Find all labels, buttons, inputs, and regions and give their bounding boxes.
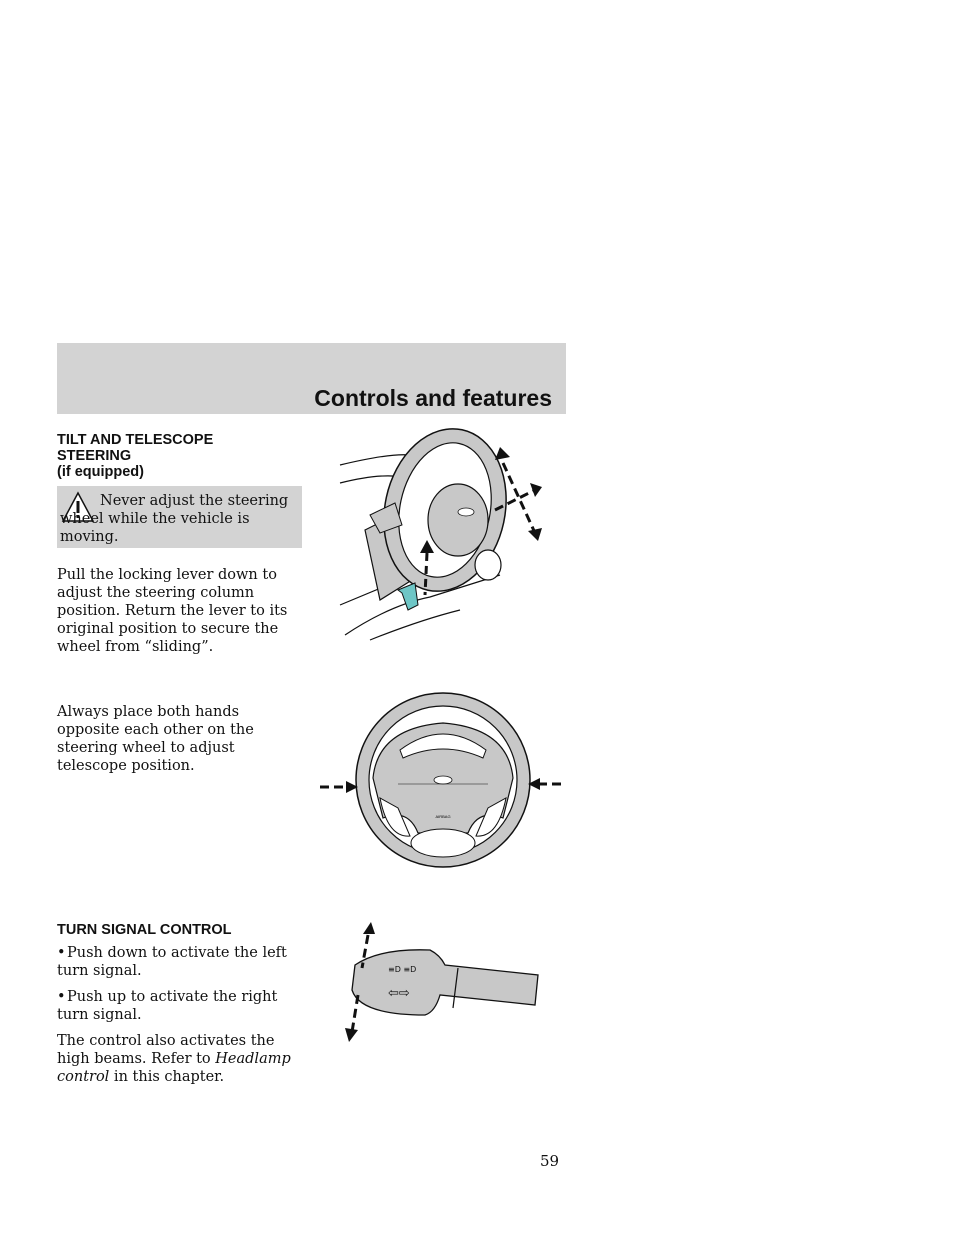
turn-arrows-icon: ⇦⇨ xyxy=(388,986,410,1001)
tilt-paragraph-1-text: Pull the locking lever down to adjust the steering column position. Return the lever to its original position to secure the wheel from “sliding”. xyxy=(57,567,288,655)
dash-line xyxy=(370,610,460,640)
turn-paragraph xyxy=(57,1032,305,1086)
ford-logo-icon xyxy=(434,776,452,784)
knob xyxy=(475,550,501,580)
wheel-hub xyxy=(428,484,488,556)
arrow-head-icon xyxy=(345,1028,358,1042)
tilt-paragraph-2-text: Always place both hands opposite each other on the steering wheel to adjust telescope position. xyxy=(57,704,254,774)
tilt-paragraph-2 xyxy=(57,703,305,775)
turn-paragraph-end: in this chapter. xyxy=(109,1069,225,1085)
section-title: Controls and features xyxy=(314,385,552,411)
section-header xyxy=(57,343,566,414)
warning-box xyxy=(57,486,302,548)
page-number: 59 xyxy=(540,1152,560,1170)
headlamp-control-reference: Headlamp control xyxy=(57,1051,291,1085)
high-beam-icon: ≡D ≡D xyxy=(388,965,417,974)
turn-bullet-2-text: Push up to activate the right turn signal. xyxy=(57,989,278,1023)
airbag-label: AIRBAG xyxy=(435,814,451,819)
tilt-heading-line1: TILT AND TELESCOPE xyxy=(57,432,214,448)
tilt-arrow xyxy=(503,463,535,533)
stalk-body xyxy=(352,950,538,1015)
turn-bullet-1-text: Push down to activate the left turn signal. xyxy=(57,945,287,979)
arrow-head-icon xyxy=(495,447,510,460)
tilt-paragraph-1 xyxy=(57,566,305,656)
turn-signal-section xyxy=(57,922,305,1086)
turn-paragraph-text: The control also activates the high beams. Refer to xyxy=(57,1033,275,1067)
arrow-head-icon xyxy=(363,922,375,934)
tilt-heading-block xyxy=(57,432,305,480)
warning-text: Never adjust the steering wheel while the vehicle is moving. xyxy=(60,493,289,545)
down-arrow xyxy=(352,995,358,1032)
turn-bullet-2: • Push up to activate the right turn signal. xyxy=(57,989,278,1023)
turn-bullet-1: • Push down to activate the left turn signal. xyxy=(57,945,287,979)
tilt-heading-line2: STEERING xyxy=(57,448,132,464)
turn-signal-heading: TURN SIGNAL CONTROL xyxy=(57,922,232,938)
ford-logo-icon xyxy=(458,508,474,516)
tilt-heading-line3: (if equipped) xyxy=(57,464,144,480)
turn-signal-illustration xyxy=(340,920,545,1045)
arrow-head-icon xyxy=(528,528,542,541)
tilt-steering-illustration xyxy=(330,425,555,650)
arrow-head-icon xyxy=(530,483,542,497)
lower-cutout xyxy=(411,829,475,857)
wheel-front-illustration xyxy=(318,688,568,870)
